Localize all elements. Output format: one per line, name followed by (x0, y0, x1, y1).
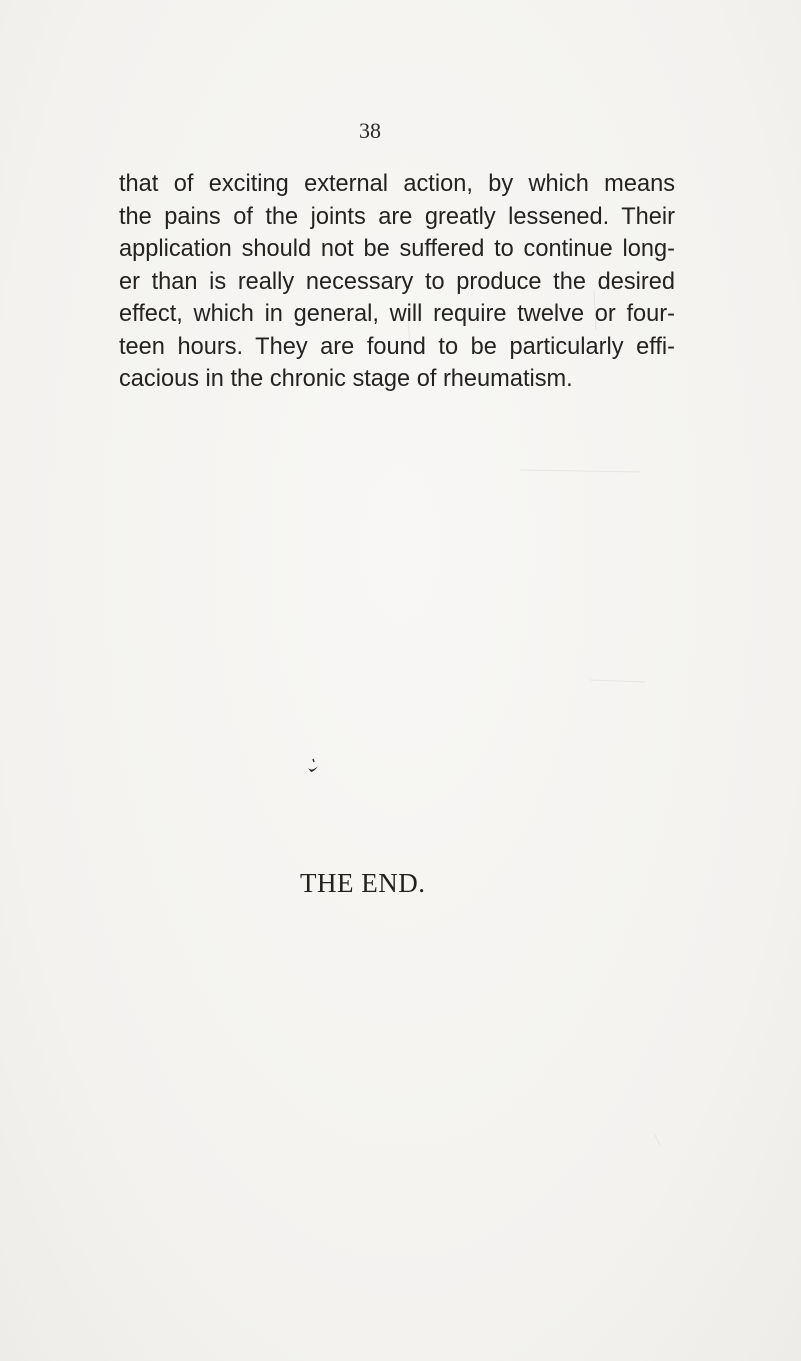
body-paragraph (119, 168, 675, 396)
text-line: teen hours. They are found to be particularly effi- (119, 333, 675, 360)
page-number: 38 (359, 118, 381, 143)
ornament-mark-icon (306, 757, 320, 775)
closing-text: THE END. (300, 868, 426, 898)
text-line: the pains of the joints are greatly lessened. Their (119, 203, 675, 230)
text-line: effect, which in general, will require twelve or four- (119, 301, 675, 327)
text-line: application should not be suffered to continue long- (119, 236, 675, 262)
text-line: cacious in the chronic stage of rheumatism. (119, 366, 573, 392)
text-line: er than is really necessary to produce the desired (119, 268, 675, 295)
text-line: that of exciting external action, by which means (119, 171, 675, 197)
